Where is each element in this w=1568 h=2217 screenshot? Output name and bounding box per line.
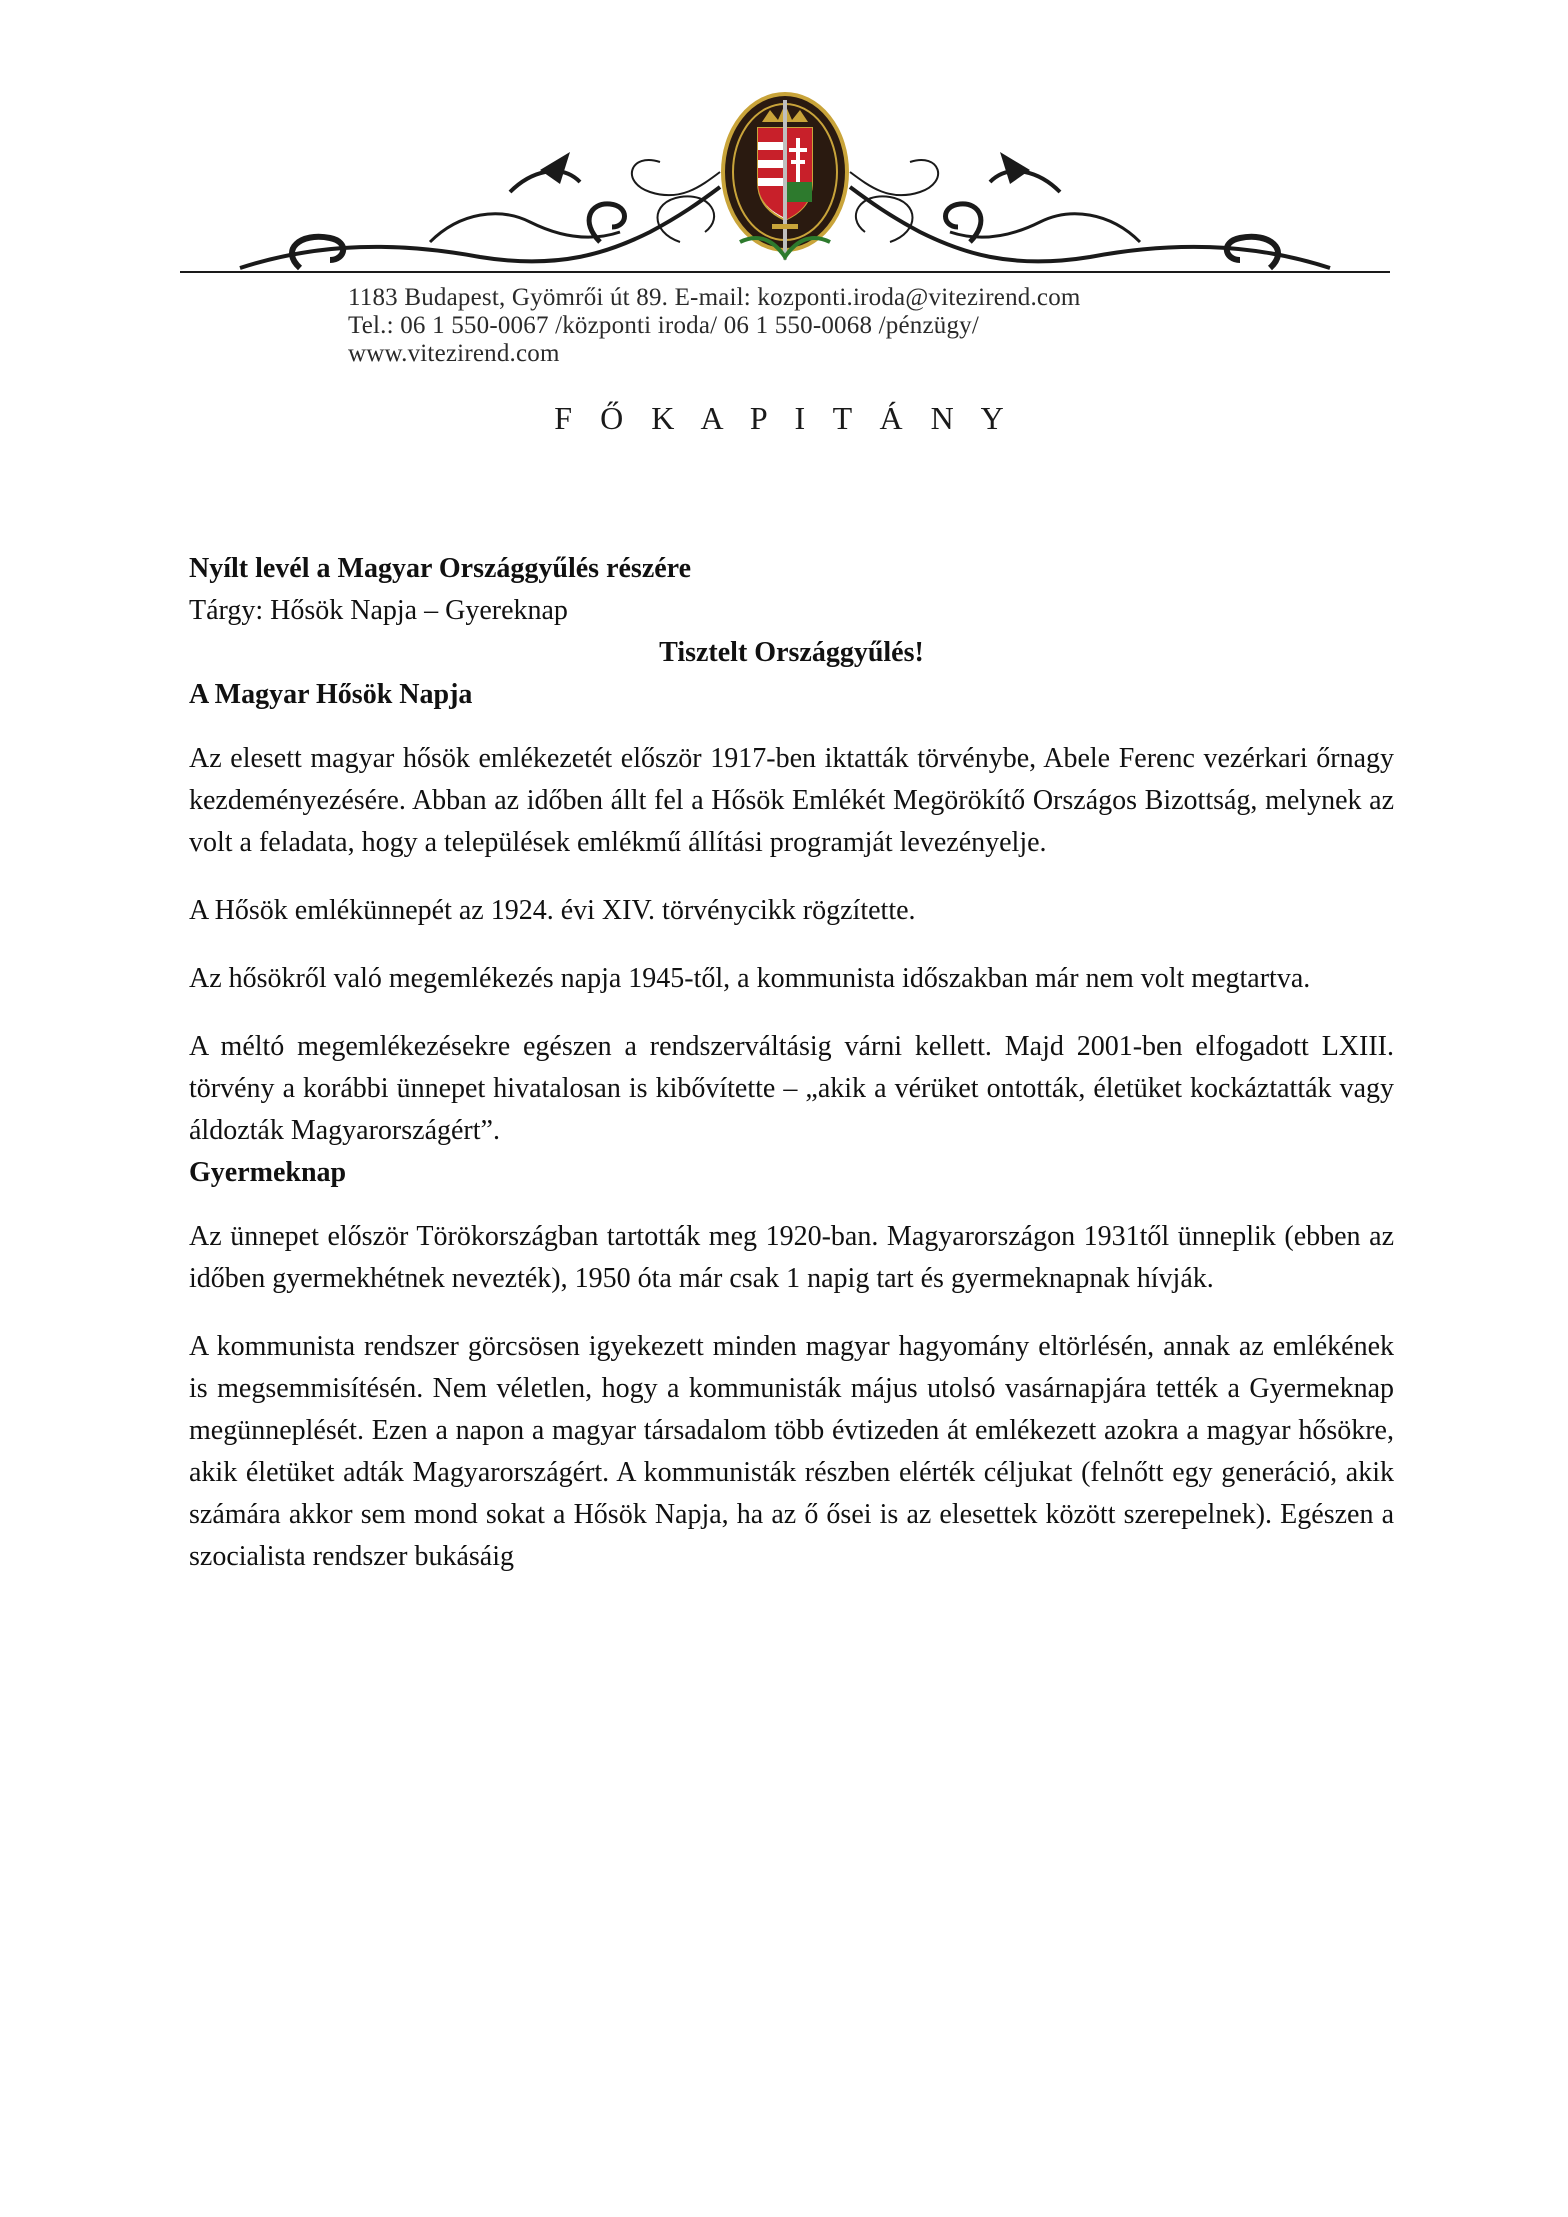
address-line: 1183 Budapest, Gyömrői út 89. E-mail: kozponti.iroda@vitezirend.com: [348, 284, 1081, 311]
paragraph: A méltó megemlékezésekre egészen a rendszerváltásig várni kellett. Majd 2001-ben elfogadott LXIII. törvény a korábbi ünnepet hivatalosan is kibővítette – „akik a vérüket ontották, életüket kockáztatták vagy áldozták Magyarországért”.: [189, 1031, 1394, 1146]
letter-heading: Nyílt levél a Magyar Országgyűlés részére: [189, 553, 692, 584]
web-line: www.vitezirend.com: [348, 340, 560, 367]
salutation: Tisztelt Országgyűlés!: [659, 637, 924, 668]
paragraph: Az elesett magyar hősök emlékezetét először 1917-ben iktatták törvénybe, Abele Ferenc vezérkari őrnagy kezdeményezésére. Abban az időben állt fel a Hősök Emlékét Megörökítő Országos Bizottság, melynek az volt a feladata, hogy a települések emlékmű állítási programját levezényelje.: [189, 743, 1394, 858]
coat-of-arms-emblem: [180, 92, 1390, 282]
paragraph: Az hősökről való megemlékezés napja 1945-től, a kommunista időszakban már nem volt megtartva.: [189, 963, 1311, 994]
paragraph: A Hősök emlékünnepét az 1924. évi XIV. törvénycikk rögzítette.: [189, 895, 916, 926]
letter-subject: Tárgy: Hősök Napja – Gyereknap: [189, 595, 568, 626]
section-title: A Magyar Hősök Napja: [189, 679, 473, 710]
paragraph: Az ünnepet először Törökországban tartották meg 1920-ban. Magyarországon 1931től ünneplik (ebben az időben gyermekhétnek nevezték), 1950 óta már csak 1 napig tart és gyermeknapnak hívják.: [189, 1221, 1394, 1294]
letterhead-contact: [348, 284, 1248, 368]
phone-line: Tel.: 06 1 550-0067 /központi iroda/ 06 1 550-0068 /pénzügy/: [348, 312, 979, 339]
paragraph: A kommunista rendszer görcsösen igyekezett minden magyar hagyomány eltörlésén, annak az emlékének is megsemmisítésén. Nem véletlen, hogy a kommunisták május utolsó vasárnapjára tették a Gyermeknap megünneplését. Ezen a napon a magyar társadalom több évtizeden át emlékezett azokra a magyar hősökre, akik életüket adták Magyarországért. A kommunisták részben elérték céljukat (felnőtt egy generáció, akik számára akkor sem mond sokat a Hősök Napja, ha az ő ősei is az elesettek között szerepelnek). Egészen a szocialista rendszer bukásáig: [189, 1331, 1394, 1572]
letterhead: [180, 92, 1390, 367]
letter-body: [189, 548, 1394, 1578]
section-title: Gyermeknap: [189, 1157, 347, 1188]
office-title: F Ő K A P I T Á N Y: [554, 400, 1014, 436]
